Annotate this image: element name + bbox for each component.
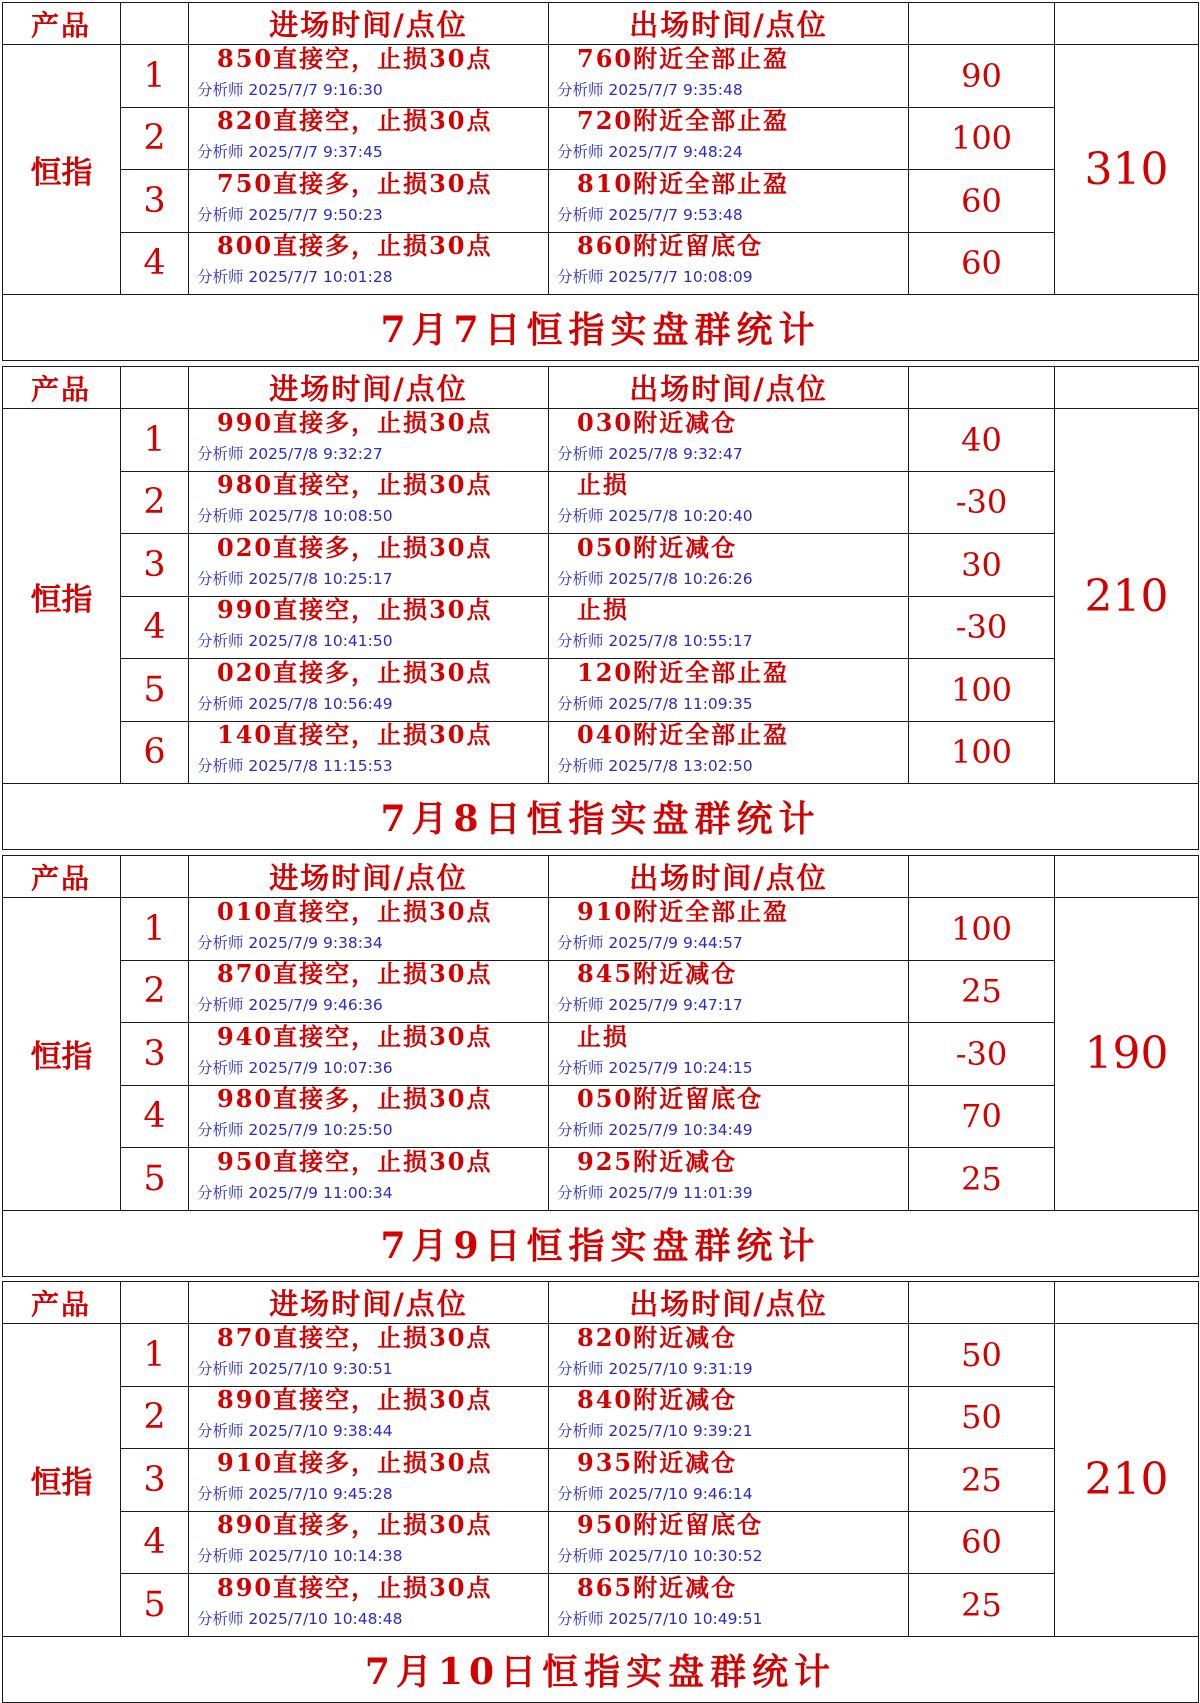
table-row — [3, 1148, 1199, 1211]
exit-instruction: 止损 — [577, 471, 629, 500]
entry-instruction: 820直接空，止损30点 — [217, 107, 493, 136]
trade-points: -30 — [909, 471, 1055, 534]
header-index — [121, 3, 189, 45]
entry-timestamp: 分析师 2025/7/7 9:50:23 — [197, 205, 383, 224]
day-section — [2, 1281, 1198, 1703]
exit-cell — [549, 1085, 909, 1148]
header-product: 产品 — [3, 1282, 121, 1324]
header-exit: 出场时间/点位 — [549, 1282, 909, 1324]
trade-number: 1 — [121, 45, 189, 108]
entry-instruction: 020直接多，止损30点 — [217, 658, 493, 687]
entry-cell — [189, 45, 549, 108]
table-row — [3, 1574, 1199, 1637]
entry-timestamp: 分析师 2025/7/9 10:25:50 — [197, 1121, 393, 1140]
exit-timestamp: 分析师 2025/7/9 10:24:15 — [557, 1058, 753, 1077]
entry-timestamp: 分析师 2025/7/10 9:30:51 — [197, 1359, 393, 1378]
entry-timestamp: 分析师 2025/7/8 10:56:49 — [197, 694, 393, 713]
exit-cell — [549, 45, 909, 108]
exit-timestamp: 分析师 2025/7/8 9:32:47 — [557, 444, 743, 463]
entry-cell — [189, 409, 549, 472]
trade-points: 25 — [909, 1449, 1055, 1512]
exit-cell — [549, 721, 909, 784]
entry-instruction: 950直接空，止损30点 — [217, 1147, 493, 1176]
exit-cell — [549, 1148, 909, 1211]
product-name: 恒指 — [3, 409, 121, 784]
table-row — [3, 107, 1199, 170]
table-row — [3, 898, 1199, 961]
exit-cell — [549, 659, 909, 722]
exit-timestamp: 分析师 2025/7/10 10:49:51 — [557, 1609, 763, 1628]
summary-row — [3, 1636, 1199, 1702]
trade-number: 1 — [121, 1324, 189, 1387]
exit-instruction: 720附近全部止盈 — [577, 107, 790, 136]
entry-cell — [189, 596, 549, 659]
trade-points: 30 — [909, 534, 1055, 597]
exit-cell — [549, 107, 909, 170]
summary-row — [3, 784, 1199, 850]
day-total: 190 — [1055, 898, 1199, 1211]
entry-cell — [189, 659, 549, 722]
day-section — [2, 855, 1198, 1277]
exit-timestamp: 分析师 2025/7/8 10:55:17 — [557, 632, 753, 651]
entry-timestamp: 分析师 2025/7/7 9:16:30 — [197, 80, 383, 99]
entry-cell — [189, 107, 549, 170]
trade-points: 60 — [909, 1511, 1055, 1574]
exit-timestamp: 分析师 2025/7/10 9:39:21 — [557, 1422, 753, 1441]
entry-timestamp: 分析师 2025/7/9 9:46:36 — [197, 996, 383, 1015]
entry-instruction: 750直接多，止损30点 — [217, 169, 493, 198]
exit-timestamp: 分析师 2025/7/7 10:08:09 — [557, 268, 753, 287]
trade-number: 5 — [121, 1148, 189, 1211]
trade-table — [2, 2, 1199, 361]
trade-number: 6 — [121, 721, 189, 784]
trade-points: -30 — [909, 1023, 1055, 1086]
table-row — [3, 1386, 1199, 1449]
day-summary-title: 7月8日恒指实盘群统计 — [3, 784, 1199, 850]
entry-cell — [189, 1574, 549, 1637]
trade-number: 2 — [121, 960, 189, 1023]
trade-points: 60 — [909, 232, 1055, 295]
exit-cell — [549, 596, 909, 659]
entry-instruction: 020直接多，止损30点 — [217, 533, 493, 562]
entry-instruction: 940直接空，止损30点 — [217, 1022, 493, 1051]
entry-cell — [189, 170, 549, 233]
header-points — [909, 1282, 1055, 1324]
table-row — [3, 1085, 1199, 1148]
header-entry: 进场时间/点位 — [189, 1282, 549, 1324]
header-row — [3, 3, 1199, 45]
trade-points: 70 — [909, 1085, 1055, 1148]
exit-timestamp: 分析师 2025/7/7 9:48:24 — [557, 143, 743, 162]
header-exit: 出场时间/点位 — [549, 3, 909, 45]
trade-number: 2 — [121, 107, 189, 170]
exit-cell — [549, 534, 909, 597]
exit-timestamp: 分析师 2025/7/10 9:46:14 — [557, 1484, 753, 1503]
trade-points: 100 — [909, 659, 1055, 722]
header-total — [1055, 1282, 1199, 1324]
product-name: 恒指 — [3, 1324, 121, 1637]
exit-cell — [549, 898, 909, 961]
trade-number: 3 — [121, 534, 189, 597]
header-product: 产品 — [3, 3, 121, 45]
header-entry: 进场时间/点位 — [189, 3, 549, 45]
exit-instruction: 820附近减仓 — [577, 1323, 738, 1352]
trade-points: 50 — [909, 1386, 1055, 1449]
exit-instruction: 050附近留底仓 — [577, 1085, 764, 1114]
header-index — [121, 367, 189, 409]
table-row — [3, 596, 1199, 659]
trade-number: 3 — [121, 1023, 189, 1086]
exit-instruction: 935附近减仓 — [577, 1448, 738, 1477]
exit-instruction: 845附近减仓 — [577, 960, 738, 989]
product-name: 恒指 — [3, 45, 121, 295]
trade-number: 4 — [121, 1511, 189, 1574]
exit-instruction: 050附近减仓 — [577, 533, 738, 562]
header-row — [3, 367, 1199, 409]
entry-cell — [189, 471, 549, 534]
exit-instruction: 950附近留底仓 — [577, 1511, 764, 1540]
exit-timestamp: 分析师 2025/7/8 10:20:40 — [557, 507, 753, 526]
header-exit: 出场时间/点位 — [549, 856, 909, 898]
exit-instruction: 030附近减仓 — [577, 408, 738, 437]
exit-cell — [549, 170, 909, 233]
exit-timestamp: 分析师 2025/7/10 9:31:19 — [557, 1359, 753, 1378]
exit-timestamp: 分析师 2025/7/7 9:35:48 — [557, 80, 743, 99]
trade-number: 4 — [121, 1085, 189, 1148]
header-product: 产品 — [3, 367, 121, 409]
exit-timestamp: 分析师 2025/7/10 10:30:52 — [557, 1547, 763, 1566]
entry-cell — [189, 1324, 549, 1387]
entry-instruction: 890直接多，止损30点 — [217, 1511, 493, 1540]
trade-number: 2 — [121, 471, 189, 534]
exit-cell — [549, 1449, 909, 1512]
trade-points: 100 — [909, 898, 1055, 961]
day-total: 210 — [1055, 1324, 1199, 1637]
exit-instruction: 910附近全部止盈 — [577, 897, 790, 926]
table-row — [3, 659, 1199, 722]
exit-timestamp: 分析师 2025/7/9 11:01:39 — [557, 1183, 753, 1202]
trade-number: 5 — [121, 1574, 189, 1637]
exit-instruction: 止损 — [577, 596, 629, 625]
exit-instruction: 止损 — [577, 1022, 629, 1051]
entry-timestamp: 分析师 2025/7/10 10:14:38 — [197, 1547, 403, 1566]
exit-cell — [549, 409, 909, 472]
entry-timestamp: 分析师 2025/7/8 9:32:27 — [197, 444, 383, 463]
summary-row — [3, 295, 1199, 361]
exit-timestamp: 分析师 2025/7/9 9:47:17 — [557, 996, 743, 1015]
header-row — [3, 1282, 1199, 1324]
entry-instruction: 870直接空，止损30点 — [217, 1323, 493, 1352]
trade-table — [2, 366, 1199, 850]
header-index — [121, 856, 189, 898]
trade-points: 60 — [909, 170, 1055, 233]
entry-instruction: 800直接多，止损30点 — [217, 232, 493, 261]
entry-timestamp: 分析师 2025/7/10 9:45:28 — [197, 1484, 393, 1503]
header-points — [909, 3, 1055, 45]
entry-instruction: 990直接多，止损30点 — [217, 408, 493, 437]
header-total — [1055, 3, 1199, 45]
table-row — [3, 534, 1199, 597]
header-points — [909, 856, 1055, 898]
exit-timestamp: 分析师 2025/7/8 11:09:35 — [557, 694, 753, 713]
table-row — [3, 721, 1199, 784]
entry-timestamp: 分析师 2025/7/9 10:07:36 — [197, 1058, 393, 1077]
entry-instruction: 010直接空，止损30点 — [217, 897, 493, 926]
exit-timestamp: 分析师 2025/7/9 9:44:57 — [557, 933, 743, 952]
header-total — [1055, 856, 1199, 898]
entry-instruction: 910直接多，止损30点 — [217, 1448, 493, 1477]
entry-cell — [189, 1449, 549, 1512]
day-section — [2, 2, 1198, 361]
entry-cell — [189, 1511, 549, 1574]
trade-number: 5 — [121, 659, 189, 722]
exit-instruction: 810附近全部止盈 — [577, 169, 790, 198]
trade-table — [2, 855, 1199, 1277]
day-total: 310 — [1055, 45, 1199, 295]
entry-cell — [189, 721, 549, 784]
entry-instruction: 850直接空，止损30点 — [217, 44, 493, 73]
trade-points: 25 — [909, 960, 1055, 1023]
trade-number: 1 — [121, 409, 189, 472]
entry-instruction: 980直接多，止损30点 — [217, 1085, 493, 1114]
entry-instruction: 990直接空，止损30点 — [217, 596, 493, 625]
entry-timestamp: 分析师 2025/7/9 11:00:34 — [197, 1183, 393, 1202]
entry-timestamp: 分析师 2025/7/8 10:25:17 — [197, 569, 393, 588]
table-row — [3, 232, 1199, 295]
product-name: 恒指 — [3, 898, 121, 1211]
day-total: 210 — [1055, 409, 1199, 784]
trade-points: 50 — [909, 1324, 1055, 1387]
table-row — [3, 170, 1199, 233]
trade-number: 4 — [121, 232, 189, 295]
entry-timestamp: 分析师 2025/7/7 10:01:28 — [197, 268, 393, 287]
entry-timestamp: 分析师 2025/7/10 10:48:48 — [197, 1609, 403, 1628]
day-summary-title: 7月9日恒指实盘群统计 — [3, 1210, 1199, 1276]
entry-timestamp: 分析师 2025/7/9 9:38:34 — [197, 933, 383, 952]
exit-instruction: 925附近减仓 — [577, 1147, 738, 1176]
day-summary-title: 7月7日恒指实盘群统计 — [3, 295, 1199, 361]
header-index — [121, 1282, 189, 1324]
day-summary-title: 7月10日恒指实盘群统计 — [3, 1636, 1199, 1702]
exit-timestamp: 分析师 2025/7/7 9:53:48 — [557, 205, 743, 224]
trade-number: 3 — [121, 1449, 189, 1512]
exit-instruction: 865附近减仓 — [577, 1573, 738, 1602]
trade-points: 90 — [909, 45, 1055, 108]
trade-points: 100 — [909, 107, 1055, 170]
exit-cell — [549, 960, 909, 1023]
entry-cell — [189, 1386, 549, 1449]
entry-timestamp: 分析师 2025/7/7 9:37:45 — [197, 143, 383, 162]
exit-instruction: 760附近全部止盈 — [577, 44, 790, 73]
summary-row — [3, 1210, 1199, 1276]
exit-timestamp: 分析师 2025/7/8 10:26:26 — [557, 569, 753, 588]
table-row — [3, 471, 1199, 534]
entry-instruction: 980直接空，止损30点 — [217, 471, 493, 500]
header-points — [909, 367, 1055, 409]
exit-cell — [549, 1324, 909, 1387]
table-row — [3, 1324, 1199, 1387]
trade-table — [2, 1281, 1199, 1703]
trade-number: 4 — [121, 596, 189, 659]
header-product: 产品 — [3, 856, 121, 898]
trade-number: 1 — [121, 898, 189, 961]
entry-cell — [189, 534, 549, 597]
exit-cell — [549, 1023, 909, 1086]
trade-points: -30 — [909, 596, 1055, 659]
entry-instruction: 870直接空，止损30点 — [217, 960, 493, 989]
header-entry: 进场时间/点位 — [189, 367, 549, 409]
table-row — [3, 409, 1199, 472]
header-total — [1055, 367, 1199, 409]
exit-timestamp: 分析师 2025/7/8 13:02:50 — [557, 757, 753, 776]
exit-instruction: 120附近全部止盈 — [577, 658, 790, 687]
table-row — [3, 1511, 1199, 1574]
exit-cell — [549, 232, 909, 295]
table-row — [3, 1449, 1199, 1512]
day-section — [2, 366, 1198, 850]
entry-cell — [189, 1085, 549, 1148]
trade-points: 40 — [909, 409, 1055, 472]
header-exit: 出场时间/点位 — [549, 367, 909, 409]
exit-cell — [549, 1511, 909, 1574]
entry-cell — [189, 1148, 549, 1211]
trade-number: 3 — [121, 170, 189, 233]
table-row — [3, 960, 1199, 1023]
entry-cell — [189, 960, 549, 1023]
exit-cell — [549, 471, 909, 534]
trade-number: 2 — [121, 1386, 189, 1449]
entry-cell — [189, 1023, 549, 1086]
exit-instruction: 860附近留底仓 — [577, 232, 764, 261]
entry-timestamp: 分析师 2025/7/8 10:08:50 — [197, 507, 393, 526]
trade-points: 25 — [909, 1574, 1055, 1637]
entry-timestamp: 分析师 2025/7/8 11:15:53 — [197, 757, 393, 776]
exit-timestamp: 分析师 2025/7/9 10:34:49 — [557, 1121, 753, 1140]
entry-instruction: 890直接空，止损30点 — [217, 1386, 493, 1415]
entry-cell — [189, 232, 549, 295]
entry-instruction: 140直接空，止损30点 — [217, 721, 493, 750]
exit-cell — [549, 1386, 909, 1449]
trade-points: 100 — [909, 721, 1055, 784]
trade-points: 25 — [909, 1148, 1055, 1211]
entry-timestamp: 分析师 2025/7/10 9:38:44 — [197, 1422, 393, 1441]
entry-cell — [189, 898, 549, 961]
entry-instruction: 890直接空，止损30点 — [217, 1573, 493, 1602]
table-row — [3, 45, 1199, 108]
entry-timestamp: 分析师 2025/7/8 10:41:50 — [197, 632, 393, 651]
exit-instruction: 040附近全部止盈 — [577, 721, 790, 750]
header-entry: 进场时间/点位 — [189, 856, 549, 898]
header-row — [3, 856, 1199, 898]
exit-cell — [549, 1574, 909, 1637]
exit-instruction: 840附近减仓 — [577, 1386, 738, 1415]
table-row — [3, 1023, 1199, 1086]
